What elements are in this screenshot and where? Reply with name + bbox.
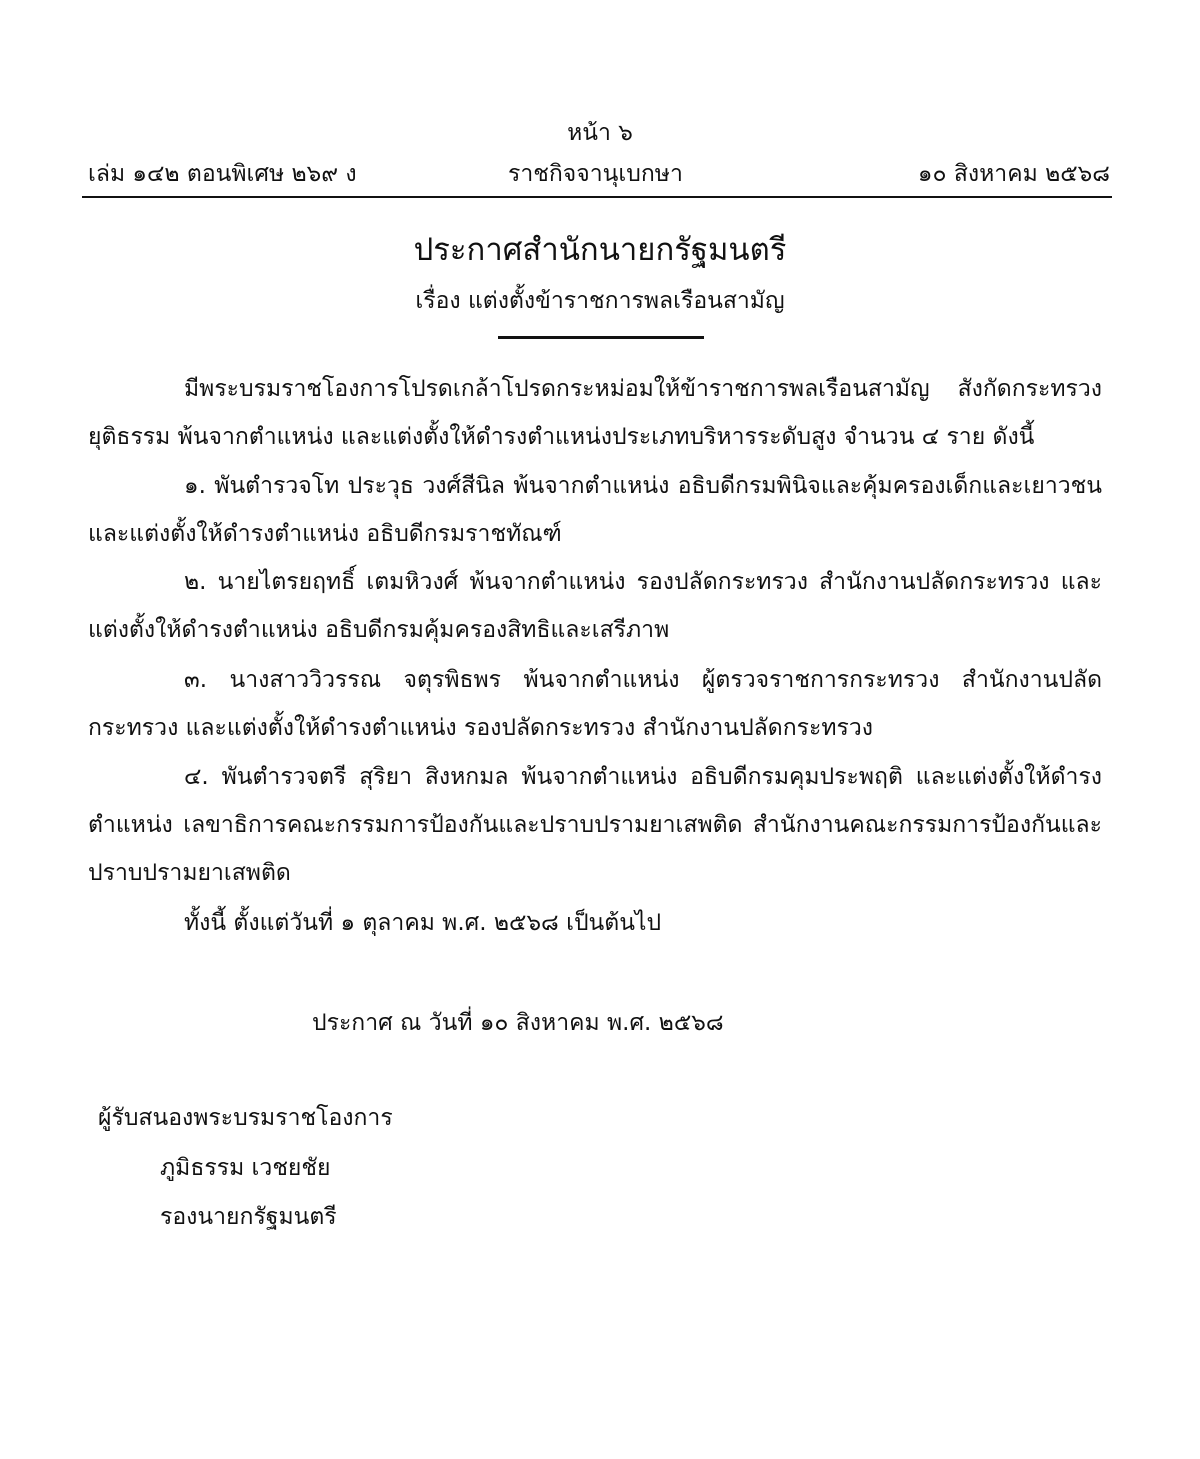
volume-issue: เล่ม ๑๔๒ ตอนพิเศษ ๒๖๙ ง (88, 161, 357, 187)
appointment-item-1: ๑. พันตำรวจโท ประวุธ วงศ์สีนิล พ้นจากตำแหน่ง อธิบดีกรมพินิจและคุ้มครองเด็กและเยาวชน และแต่งตั้งให้ดำรงตำแหน่ง อธิบดีกรมราชทัณฑ์ (88, 473, 1102, 547)
appointment-item-3: ๓. นางสาววิวรรณ จตุรพิธพร พ้นจากตำแหน่ง ผู้ตรวจราชการกระทรวง สำนักงานปลัดกระทรวง และแต่งตั้งให้ดำรงตำแหน่ง รองปลัดกระทรวง สำนักงานปลัดกระทรวง (88, 667, 1102, 741)
intro-paragraph: มีพระบรมราชโองการโปรดเกล้าโปรดกระหม่อมให้ข้าราชการพลเรือนสามัญ สังกัดกระทรวงยุติธรรม พ้นจากตำแหน่ง และแต่งตั้งให้ดำรงตำแหน่งประเภทบริหารระดับสูง จำนวน ๔ ราย ดังนี้ (88, 376, 1102, 450)
appointment-item-2: ๒. นายไตรยฤทธิ์ เตมหิวงศ์ พ้นจากตำแหน่ง รองปลัดกระทรวง สำนักงานปลัดกระทรวง และแต่งตั้งให้ดำรงตำแหน่ง อธิบดีกรมคุ้มครองสิทธิและเสรีภาพ (88, 569, 1102, 643)
header-divider (82, 196, 1112, 198)
countersign-role: ผู้รับสนองพระบรมราชโองการ (98, 1105, 393, 1131)
page-number: หน้า ๖ (567, 120, 633, 146)
signatory-name: ภูมิธรรม เวชยชัย (160, 1155, 331, 1181)
announcement-title: ประกาศสำนักนายกรัฐมนตรี (413, 232, 787, 268)
gazette-name: ราชกิจจานุเบกษา (508, 161, 683, 187)
effective-date-paragraph: ทั้งนี้ ตั้งแต่วันที่ ๑ ตุลาคม พ.ศ. ๒๕๖๘ เป็นต้นไป (184, 910, 662, 936)
declaration-date: ประกาศ ณ วันที่ ๑๐ สิงหาคม พ.ศ. ๒๕๖๘ (312, 1010, 724, 1036)
gazette-date: ๑๐ สิงหาคม ๒๕๖๘ (917, 161, 1110, 187)
announcement-subject: เรื่อง แต่งตั้งข้าราชการพลเรือนสามัญ (415, 288, 785, 314)
signatory-position: รองนายกรัฐมนตรี (160, 1204, 337, 1230)
appointment-item-4: ๔. พันตำรวจตรี สุริยา สิงหกมล พ้นจากตำแหน่ง อธิบดีกรมคุมประพฤติ และแต่งตั้งให้ดำรงตำแหน่ง เลขาธิการคณะกรรมการป้องกันและปราบปรามยาเสพติด สำนักงานคณะกรรมการป้องกันและปราบปรามยาเสพติด (88, 764, 1102, 886)
title-divider (498, 336, 704, 339)
